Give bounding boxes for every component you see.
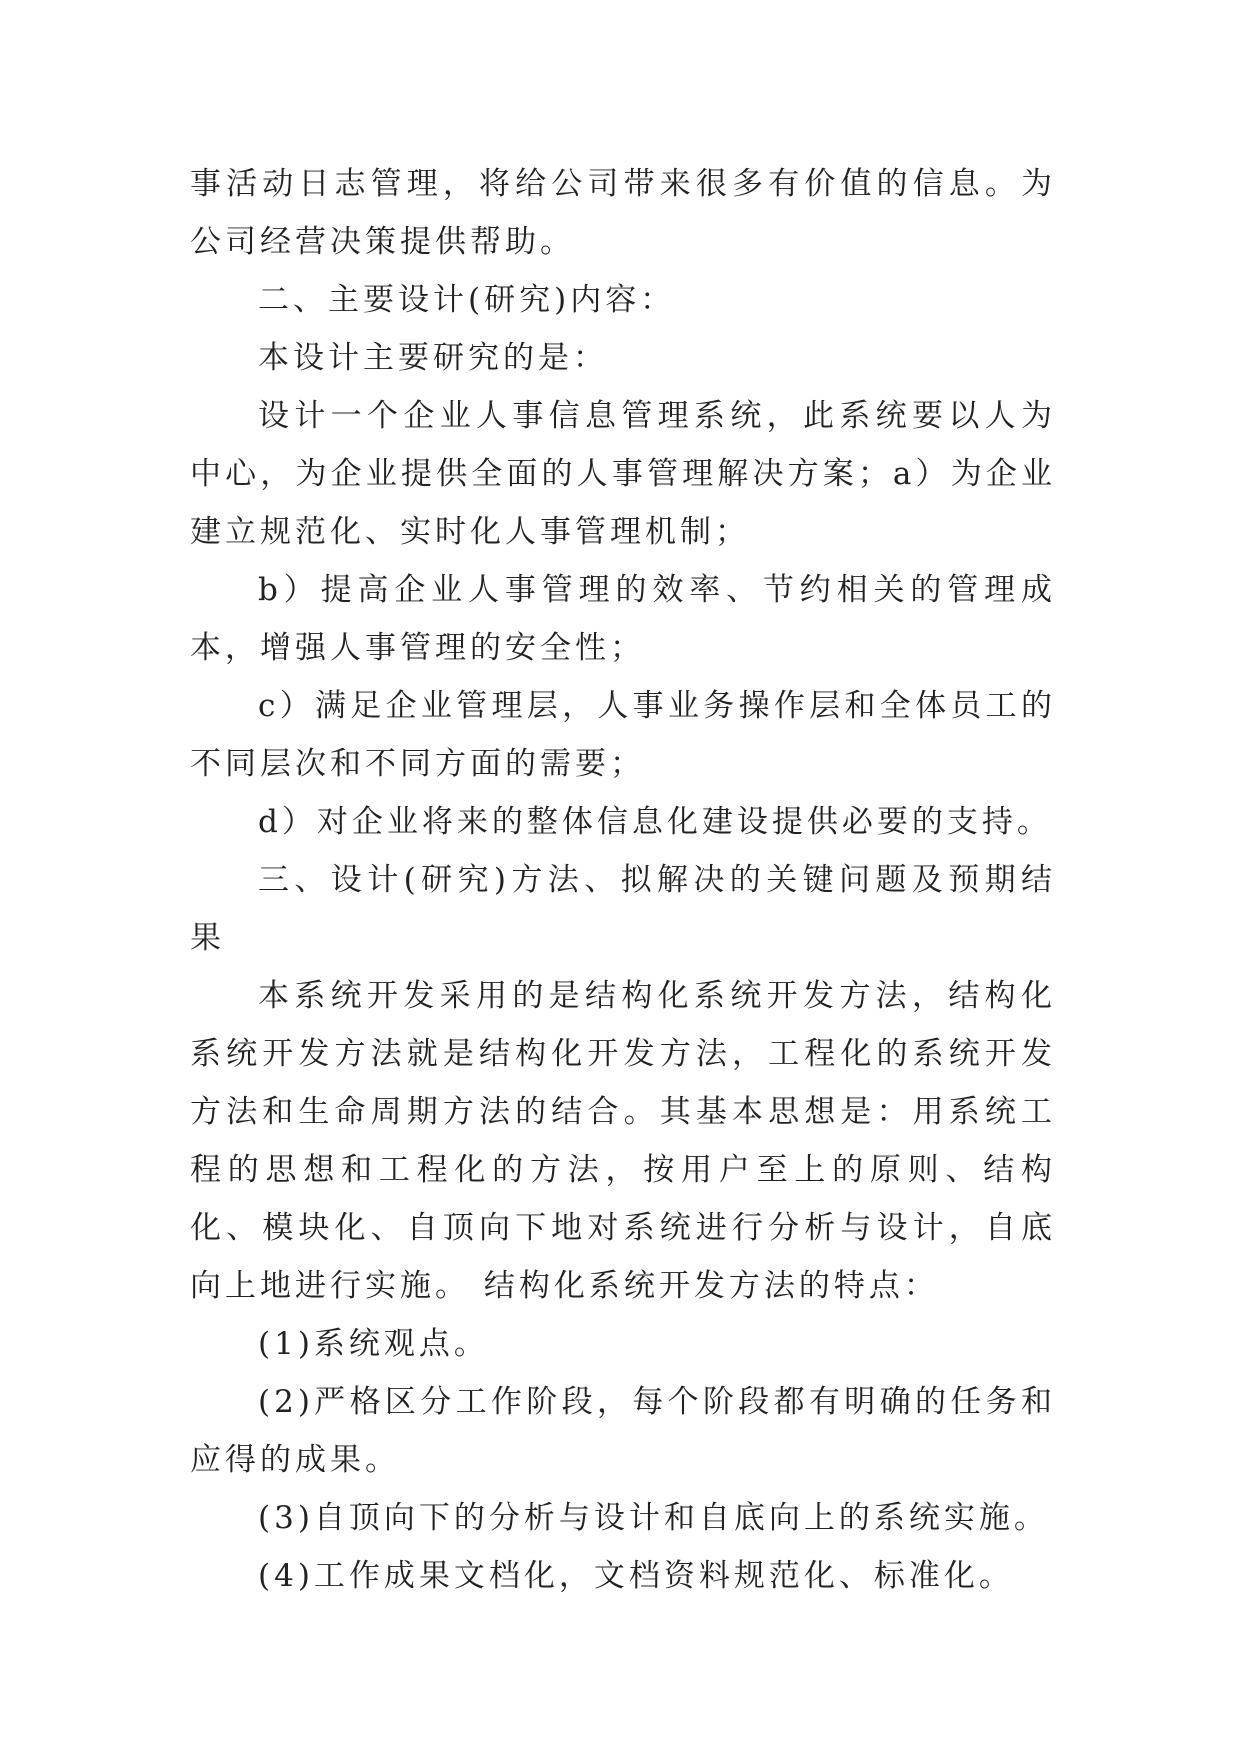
section-heading-3: 三、设计(研究)方法、拟解决的关键问题及预期结果 <box>190 862 1056 956</box>
list-item-2: (2)严格区分工作阶段，每个阶段都有明确的任务和应得的成果。 <box>190 1384 1056 1478</box>
paragraph-method: 本系统开发采用的是结构化系统开发方法，结构化系统开发方法就是结构化开发方法，工程化的系统开发方法和生命周期方法的结合。其基本思想是：用系统工程的思想和工程化的方法，按用户至上的原则、结构化、模块化、自顶向下地对系统进行分析与设计，自底向上地进行实施。 结构化系统开发方法的特点： <box>190 978 1056 1304</box>
paragraph-design-goal: 设计一个企业人事信息管理系统，此系统要以人为中心，为企业提供全面的人事管理解决方案；a）为企业建立规范化、实时化人事管理机制； <box>190 398 1056 550</box>
paragraph-intro: 本设计主要研究的是： <box>258 340 608 376</box>
paragraph-item-b: b）提高企业人事管理的效率、节约相关的管理成本，增强人事管理的安全性； <box>190 572 1056 666</box>
paragraph-item-c: c）满足企业管理层，人事业务操作层和全体员工的不同层次和不同方面的需要； <box>190 688 1056 782</box>
list-item-1: (1)系统观点。 <box>258 1326 489 1362</box>
list-item-3: (3)自顶向下的分析与设计和自底向上的系统实施。 <box>258 1500 1049 1536</box>
paragraph-continuation: 事活动日志管理，将给公司带来很多有价值的信息。为公司经营决策提供帮助。 <box>190 166 1056 260</box>
document-body <box>190 155 1056 1605</box>
list-item-4: (4)工作成果文档化，文档资料规范化、标准化。 <box>258 1558 1014 1594</box>
paragraph-item-d: d）对企业将来的整体信息化建设提供必要的支持。 <box>258 804 1052 840</box>
section-heading-2: 二、主要设计(研究)内容： <box>258 282 676 318</box>
